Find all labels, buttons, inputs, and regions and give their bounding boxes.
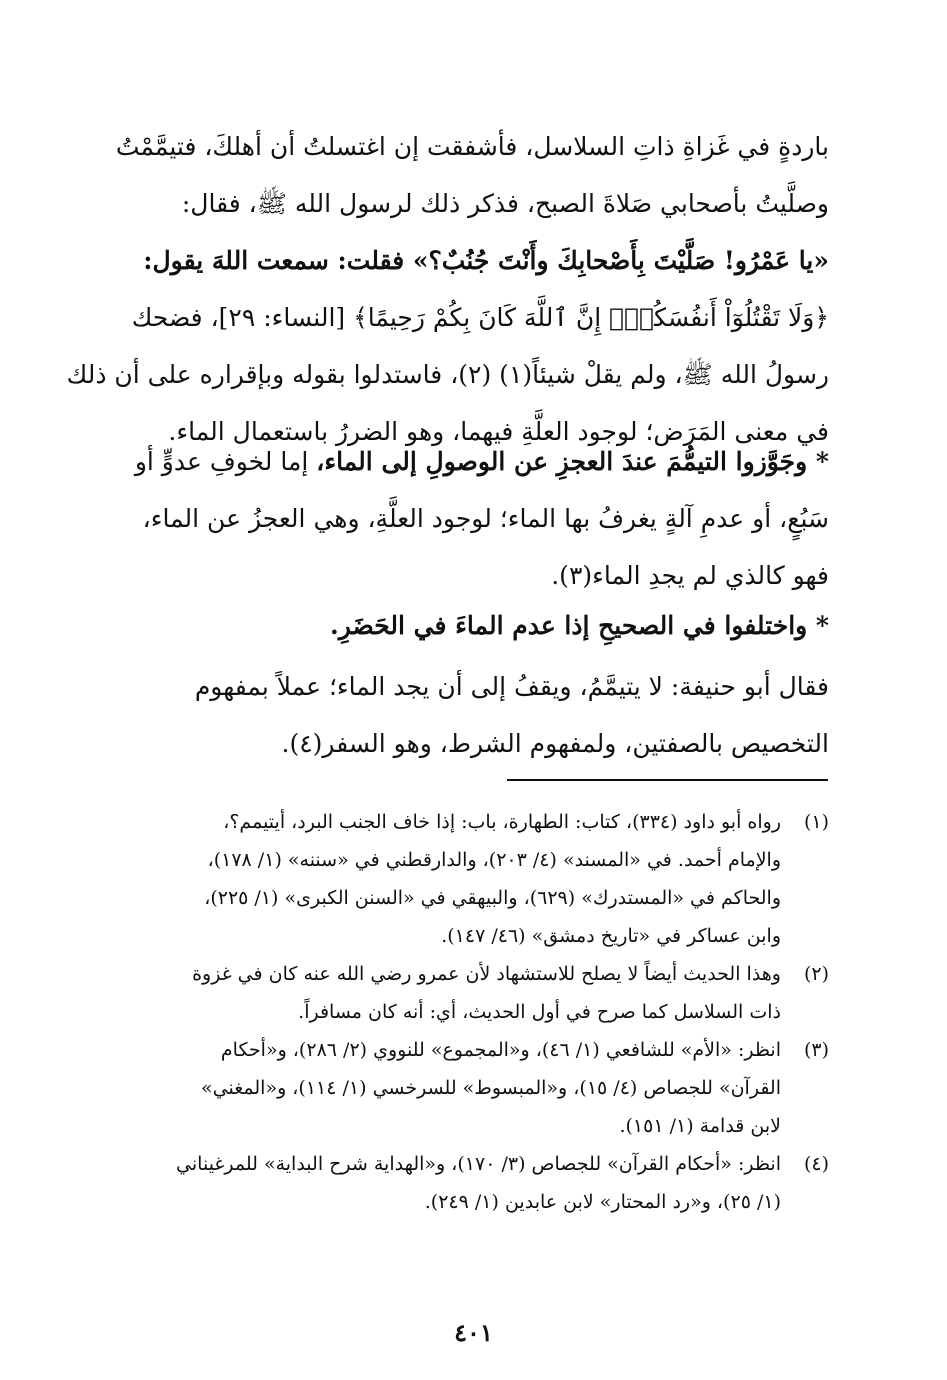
footnotes (117, 803, 829, 1221)
footnote-line: لابن قدامة (١/ ١٥١). (619, 1115, 781, 1137)
footnote-line: رواه أبو داود (٣٣٤)، كتاب: الطهارة، باب: إذا خاف الجنب البرد، أيتيمم؟، (223, 811, 781, 833)
footnote-number: (٢) (803, 963, 829, 985)
body-line-verse: ﴿وَلَا تَقْتُلُوٓاْ أَنفُسَكُمْۚ إِنَّ ٱللَّهَ كَانَ بِكُمْ رَحِيمًا﴾ [النساء: ٢٩]، فضحك (131, 303, 829, 332)
paragraph-healthy-resident (117, 597, 829, 654)
footnote-number: (١) (803, 811, 829, 833)
footnote-line: ذات السلاسل كما صرح في أول الحديث، أي: أنه كان مسافراً. (298, 1001, 781, 1023)
footnote-separator (507, 779, 828, 781)
body-line (117, 433, 829, 490)
body-line: فقال أبو حنيفة: لا يتيمَّمُ، ويقفُ إلى أن يجد الماء؛ عملاً بمفهوم (194, 672, 829, 701)
footnote-line: انظر: «الأم» للشافعي (١/ ٤٦)، و«المجموع» للنووي (٢/ ٢٨٦)، و«أحكام (220, 1039, 781, 1061)
footnote-4 (117, 1145, 829, 1221)
body-text: إما لخوفِ عدوٍّ أو (134, 447, 309, 476)
body-line: في معنى المَرَض؛ لوجود العلَّةِ فيهما، وهو الضررُ باستعمال الماء. (168, 417, 829, 446)
body-line: باردةٍ في غَزاةِ ذاتِ السلاسل، فأشفقت إن اغتسلتُ أن أهلكَ، فتيمَّمْتُ (115, 132, 829, 161)
body-line: التخصيص بالصفتين، ولمفهوم الشرط، وهو السفر(٤). (281, 729, 829, 758)
footnote-line: والإمام أحمد. في «المسند» (٤/ ٢٠٣)، والدارقطني في «سننه» (١/ ١٧٨)، (207, 849, 781, 871)
footnote-number: (٣) (803, 1039, 829, 1061)
body-line: فهو كالذي لم يجدِ الماء(٣). (551, 561, 829, 590)
section-heading: * واختلفوا في الصحيحِ إذا عدم الماءَ في الحَضَرِ. (330, 611, 829, 640)
paragraph-tayammum-inability (117, 433, 829, 604)
body-line-quote: «يا عَمْرُو! صَلَّيْتَ بِأَصْحابِكَ وأَنْتَ جُنُبٌ؟» فقلت: سمعت اللهَ يقول: (143, 246, 829, 275)
footnote-line: وابن عساكر في «تاريخ دمشق» (٤٦/ ١٤٧). (441, 925, 781, 947)
body-line: وصلَّيتُ بأصحابي صَلاةَ الصبح، فذكر ذلك لرسول الله ﷺ، فقال: (181, 189, 829, 218)
footnote-2 (117, 955, 829, 1031)
section-heading: * وجَوَّزوا التيمُّمَ عندَ العجزِ عن الوصولِ إلى الماء، (316, 447, 829, 476)
footnote-1 (117, 803, 829, 955)
footnote-3 (117, 1031, 829, 1145)
body-line: سَبُعٍ، أو عدمِ آلةٍ يغرفُ بها الماء؛ لوجود العلَّةِ، وهي العجزُ عن الماء، (142, 504, 829, 533)
footnote-line: وهذا الحديث أيضاً لا يصلح للاستشهاد لأن عمرو رضي الله عنه كان في غزوة (192, 963, 781, 985)
paragraph-abu-hanifa (117, 658, 829, 772)
footnote-line: والحاكم في «المستدرك» (٦٢٩)، والبيهقي في «السنن الكبرى» (١/ ٢٢٥)، (204, 887, 781, 909)
paragraph-hadith-amr (66, 118, 829, 460)
footnote-line: القرآن» للجصاص (٤/ ١٥)، و«المبسوط» للسرخسي (١/ ١١٤)، و«المغني» (201, 1077, 781, 1099)
footnote-line: انظر: «أحكام القرآن» للجصاص (٣/ ١٧٠)، و«الهداية شرح البداية» للمرغيناني (176, 1153, 781, 1175)
page-number: ٤٠١ (454, 1318, 493, 1347)
footnote-line: (١/ ٢٥)، و«رد المحتار» لابن عابدين (١/ ٢٤٩). (424, 1191, 781, 1213)
body-line: رسولُ الله ﷺ، ولم يقلْ شيئاً(١) (٢)، فاستدلوا بقوله وبإقراره على أن ذلك (66, 360, 829, 389)
footnote-number: (٤) (803, 1153, 829, 1175)
